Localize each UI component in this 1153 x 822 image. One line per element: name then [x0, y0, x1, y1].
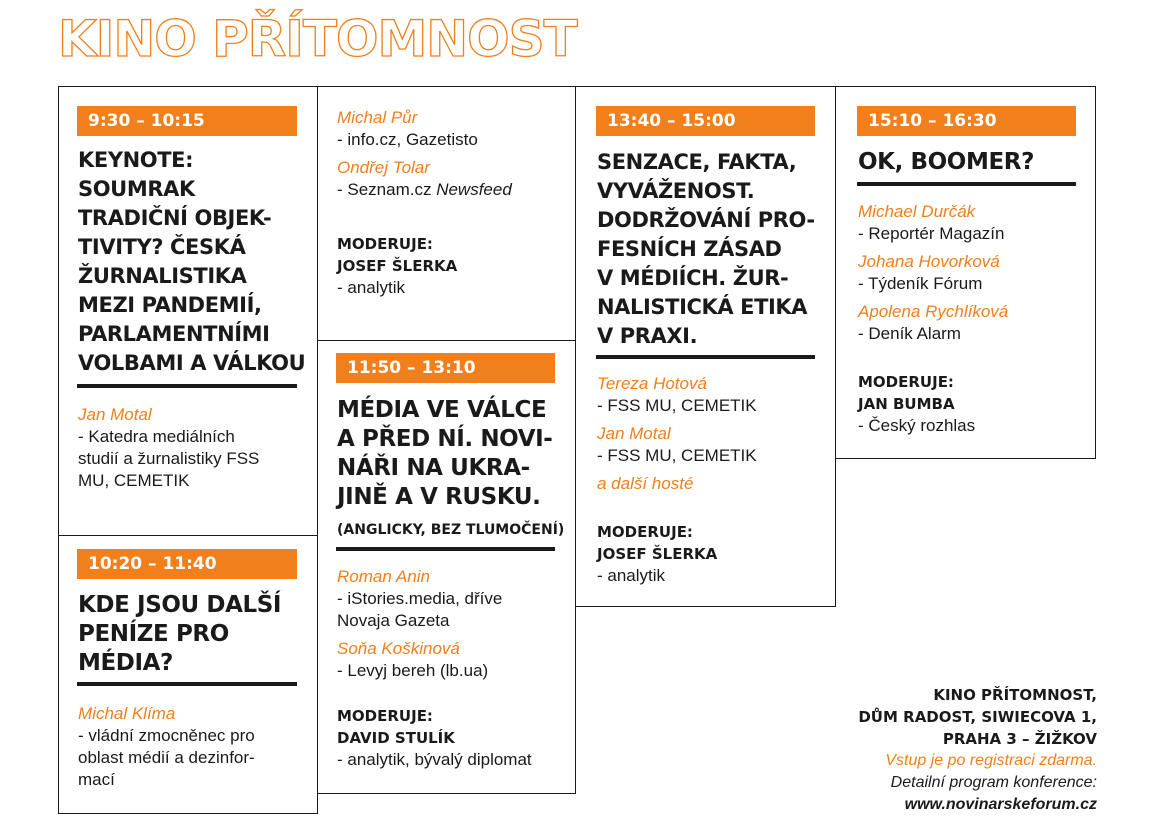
moderator-role: - analytik	[337, 278, 406, 297]
moderator-role: - analytik	[597, 566, 666, 585]
speaker-name: Jan Motal	[78, 405, 152, 424]
speaker-affiliation: - FSS MU, CEMETIK	[597, 396, 757, 415]
speaker-affiliation: - FSS MU, CEMETIK	[597, 446, 757, 465]
moderator	[597, 521, 827, 587]
session-time: 9:30 – 10:15	[77, 106, 297, 136]
session-title: SENZACE, FAKTA, VYVÁŽENOST. DODRŽOVÁNÍ PRO- FESNÍCH ZÁSAD V MÉDIÍCH. ŽUR- NALISTICKÁ ETIKA V PRAXI.	[597, 150, 815, 348]
moderator-name: DAVID STULÍK	[337, 729, 455, 747]
session-time: 10:20 – 11:40	[77, 549, 297, 579]
session-title: KDE JSOU DALŠÍ PENÍZE PRO MÉDIA?	[78, 592, 282, 676]
session-note: (ANGLICKY, BEZ TLUMOČENÍ)	[337, 522, 565, 538]
session-time: 11:50 – 13:10	[336, 353, 555, 383]
moderator-name: JOSEF ŠLERKA	[597, 545, 718, 563]
moderator	[337, 705, 567, 771]
session-title: KEYNOTE: SOUMRAK TRADIČNÍ OBJEK- TIVITY? ČESKÁ ŽURNALISTIKA MEZI PANDEMIÍ, PARLAMENTNÍMI VOLBAMI A VÁLKOU	[78, 148, 306, 375]
title-rule	[596, 355, 815, 359]
additional-guests: a další hosté	[597, 474, 694, 493]
entry-note: Vstup je po registraci zdarma.	[885, 752, 1097, 769]
affiliation-italic: Newsfeed	[436, 180, 512, 199]
speaker-affiliation	[337, 179, 567, 201]
session-time: 13:40 – 15:00	[596, 106, 815, 136]
title-rule	[336, 547, 555, 551]
speaker-affiliation: - Katedra mediálních studií a žurnalistiky FSS MU, CEMETIK	[78, 427, 260, 490]
session-title: OK, BOOMER?	[858, 149, 1035, 175]
session-title: MÉDIA VE VÁLCE A PŘED NÍ. NOVI- NÁŘI NA UKRA- JINĚ A V RUSKU.	[337, 397, 553, 510]
speaker-list	[858, 201, 1088, 351]
moderator	[337, 233, 567, 299]
program-note: Detailní program konference:	[890, 774, 1097, 791]
speaker-affiliation: - vládní zmocněnec pro oblast médií a dezinfor- mací	[78, 726, 255, 789]
title-rule	[77, 682, 297, 686]
moderator-role: - Český rozhlas	[858, 416, 976, 435]
venue-district: PRAHA 3 – ŽIŽKOV	[942, 730, 1097, 748]
moderator-label: MODERUJE:	[858, 373, 954, 391]
speaker-name: Michael Durčák	[858, 202, 976, 221]
speaker-list	[337, 566, 567, 688]
session-time: 15:10 – 16:30	[857, 106, 1076, 136]
title-rule	[77, 384, 297, 388]
moderator	[858, 371, 1088, 437]
speaker-affiliation: - iStories.media, dříve Novaja Gazeta	[337, 589, 503, 630]
moderator-label: MODERUJE:	[337, 707, 433, 725]
speaker-name: Roman Anin	[337, 567, 430, 586]
speaker-name: Johana Hovorková	[858, 252, 1000, 271]
moderator-label: MODERUJE:	[337, 235, 433, 253]
speaker-name: Tereza Hotová	[597, 374, 707, 393]
speaker-affiliation: - Týdeník Fórum	[858, 274, 983, 293]
speaker-list	[78, 404, 308, 498]
speaker-list	[78, 703, 308, 797]
speaker-name: Jan Motal	[597, 424, 671, 443]
page-title: KINO PŘÍTOMNOST	[58, 10, 577, 68]
speaker-affiliation: - Reportér Magazín	[858, 224, 1005, 243]
moderator-label: MODERUJE:	[597, 523, 693, 541]
speaker-name: Soňa Koškinová	[337, 639, 460, 658]
affiliation-text: - Seznam.cz	[337, 180, 437, 199]
speaker-affiliation: - Deník Alarm	[858, 324, 961, 343]
moderator-name: JOSEF ŠLERKA	[337, 257, 458, 275]
speaker-affiliation: - Levyj bereh (lb.ua)	[337, 661, 489, 680]
venue-info	[858, 684, 1097, 816]
speaker-name: Michal Půr	[337, 108, 418, 127]
speaker-name: Michal Klíma	[78, 704, 176, 723]
speaker-affiliation: - info.cz, Gazetisto	[337, 130, 478, 149]
moderator-name: JAN BUMBA	[858, 395, 955, 413]
moderator-role: - analytik, bývalý diplomat	[337, 750, 532, 769]
speaker-list	[337, 107, 567, 207]
title-rule	[857, 182, 1076, 186]
venue-name: KINO PŘÍTOMNOST,	[933, 686, 1097, 704]
website-link[interactable]: www.novinarskeforum.cz	[904, 796, 1097, 813]
venue-address: DŮM RADOST, SIWIECOVA 1,	[858, 708, 1097, 726]
speaker-name: Apolena Rychlíková	[858, 302, 1009, 321]
speaker-list	[597, 373, 827, 495]
speaker-name: Ondřej Tolar	[337, 158, 430, 177]
